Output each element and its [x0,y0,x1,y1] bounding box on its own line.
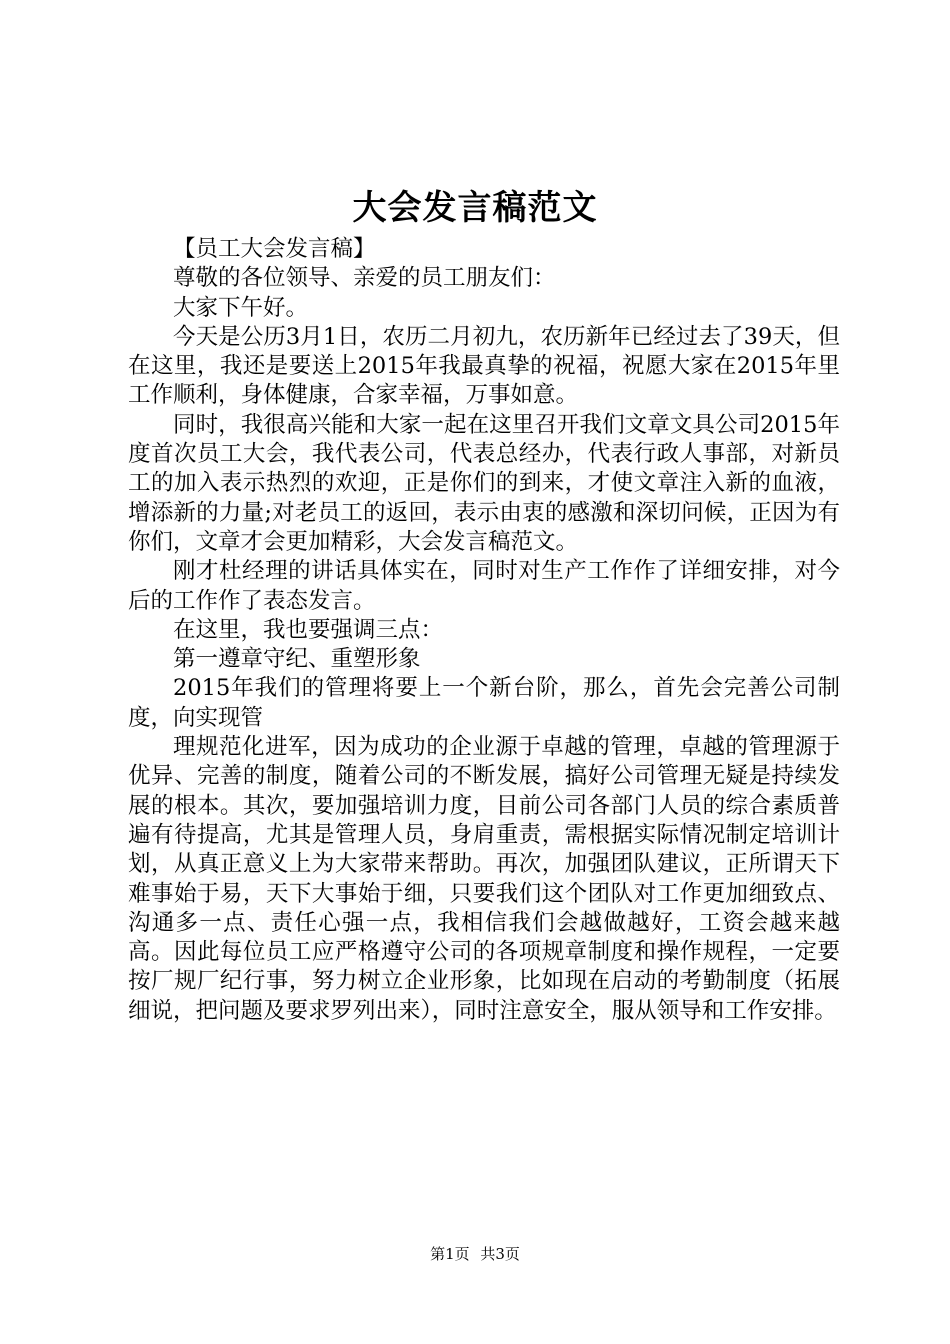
paragraph: 在这里，我也要强调三点： [173,616,444,643]
paragraph-section-heading: 第一遵章守纪、重塑形象 [173,646,421,673]
paragraph: 刚才杜经理的讲话具体实在，同时对生产工作作了详细安排，对今后的工作作了表态发言。 [128,558,840,614]
page-total: 共3页 [480,1245,520,1263]
document-body [128,235,840,1026]
page-footer [0,1244,950,1264]
paragraph: 今天是公历3月1日，农历二月初九，农历新年已经过去了39天，但在这里，我还是要送上2015年我最真挚的祝福，祝愿大家在2015年里工作顺利，身体健康，合家幸福，万事如意。 [128,323,840,409]
paragraph-salutation: 尊敬的各位领导、亲爱的员工朋友们： [173,265,556,292]
page-number: 第1页 [430,1245,470,1263]
paragraph-greeting: 大家下午好。 [173,294,309,321]
document-title: 大会发言稿范文 [352,188,598,228]
paragraph: 2015年我们的管理将要上一个新台阶，那么，首先会完善公司制度，向实现管 [128,675,840,731]
paragraph: 同时，我很高兴能和大家一起在这里召开我们文章文具公司2015年度首次员工大会，我代表公司，代表总经办，代表行政人事部，对新员工的加入表示热烈的欢迎，正是你们的到来，才使文章注入新的血液，增添新的力量;对老员工的返回，表示由衷的感激和深切问候，正因为有你们，文章才会更加精彩，大会发言稿范文。 [128,411,840,555]
paragraph: 理规范化进军，因为成功的企业源于卓越的管理，卓越的管理源于优异、完善的制度，随着公司的不断发展，搞好公司管理无疑是持续发展的根本。其次，要加强培训力度，目前公司各部门人员的综合素质普遍有待提高，尤其是管理人员，身肩重责，需根据实际情况制定培训计划，从真正意义上为大家带来帮助。再次，加强团队建议，正所谓天下难事始于易，天下大事始于细，只要我们这个团队对工作更加细致点、沟通多一点、责任心强一点，我相信我们会越做越好，工资会越来越高。因此每位员工应严格遵守公司的各项规章制度和操作规程，一定要按厂规厂纪行事，努力树立企业形象，比如现在启动的考勤制度（拓展细说，把问题及要求罗列出来），同时注意安全，服从领导和工作安排。 [128,734,840,1024]
paragraph-heading: 【员工大会发言稿】 [173,236,376,262]
